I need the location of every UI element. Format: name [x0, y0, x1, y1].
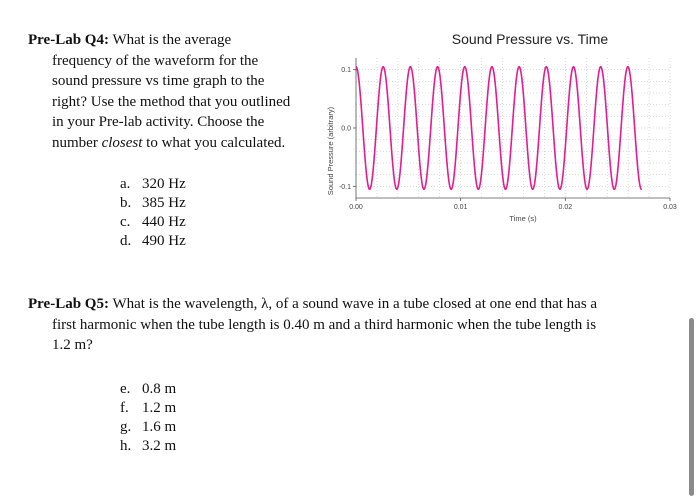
y-tick-label: -0.1: [338, 183, 351, 191]
option-letter: h.: [120, 438, 132, 454]
option-text: 1.2 m: [142, 400, 177, 416]
q4-options: [120, 175, 186, 251]
q4-line-6: [28, 133, 300, 154]
option-text: 440 Hz: [142, 214, 186, 230]
option-text: 490 Hz: [142, 233, 186, 249]
x-tick-label: 0.01: [453, 204, 468, 211]
q4-line-2: frequency of the waveform for the: [52, 52, 259, 69]
option-letter: a.: [120, 176, 131, 192]
q4-emphasis: closest: [101, 134, 143, 151]
q4-line-6-post: to what you calculated.: [142, 134, 286, 151]
question-5-text: [28, 294, 628, 356]
q4-option-b[interactable]: [120, 194, 186, 213]
option-letter: f.: [120, 400, 129, 416]
option-text: 320 Hz: [142, 176, 186, 192]
q5-line-3: 1.2 m?: [52, 337, 93, 353]
x-tick-label: 0.03: [663, 204, 677, 211]
chart-y-axis-label: Sound Pressure (arbitrary): [326, 106, 335, 196]
q4-option-c[interactable]: [120, 213, 186, 232]
q5-line-2: first harmonic when the tube length is 0.40 m and a third harmonic when the tube length is: [52, 316, 597, 333]
option-letter: d.: [120, 233, 132, 249]
option-letter: g.: [120, 419, 132, 435]
chart-title: Sound Pressure vs. Time: [451, 31, 609, 47]
option-text: 1.6 m: [142, 419, 177, 435]
q4-label: Pre-Lab Q4:: [28, 32, 109, 48]
option-letter: e.: [120, 381, 131, 397]
option-letter: b.: [120, 195, 132, 211]
option-letter: c.: [120, 214, 131, 230]
chart-x-axis-label: Time (s): [509, 214, 537, 223]
y-tick-label: 0.1: [341, 67, 351, 75]
q5-option-h[interactable]: [120, 437, 176, 456]
x-tick-label: 0.00: [349, 204, 363, 211]
q5-option-f[interactable]: [120, 399, 176, 418]
q5-line-1: What is the wavelength, λ, of a sound wave in a tube closed at one end that has a: [108, 296, 598, 312]
q4-line-6-pre: number: [52, 134, 102, 151]
option-text: 385 Hz: [142, 195, 186, 211]
q4-line-4: right? Use the method that you outlined: [52, 93, 291, 110]
q4-line-1: What is the average: [108, 32, 232, 48]
y-tick-label: 0.0: [341, 125, 351, 133]
x-tick-label: 0.02: [558, 204, 573, 211]
option-text: 3.2 m: [142, 438, 177, 454]
q4-option-d[interactable]: [120, 232, 186, 251]
option-text: 0.8 m: [142, 381, 177, 397]
q5-options: [120, 380, 176, 456]
chart-ticks: [339, 67, 677, 211]
q4-option-a[interactable]: [120, 175, 186, 194]
q4-line-5: in your Pre-lab activity. Choose the: [52, 114, 265, 130]
q5-label: Pre-Lab Q5:: [28, 296, 109, 312]
q5-option-g[interactable]: [120, 418, 176, 437]
question-4-text: [28, 30, 300, 153]
q5-option-e[interactable]: [120, 380, 176, 399]
sound-pressure-chart: [320, 26, 690, 231]
q4-line-3: sound pressure vs time graph to the: [52, 73, 265, 89]
page-scrollbar[interactable]: [689, 318, 694, 496]
